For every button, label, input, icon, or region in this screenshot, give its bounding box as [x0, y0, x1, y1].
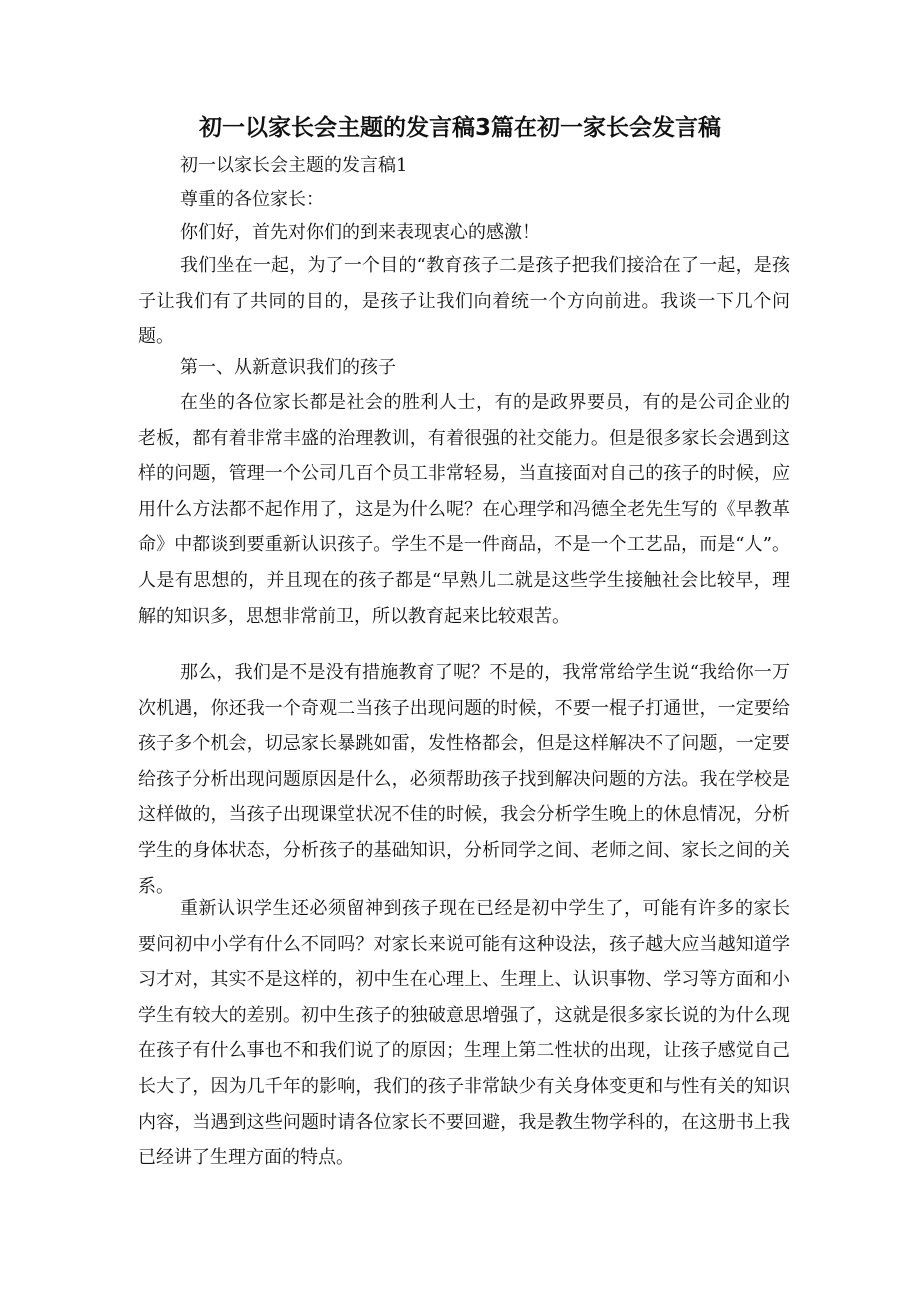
paragraph-body: 那么，我们是不是没有措施教育了呢？不是的，我常常给学生说“我给你一万次机遇，你还我一个奇观二当孩子出现问题的时候，不要一棍子打通世，一定要给孩子多个机会，切忌家长暴跳如雷，发性格都会，但是这样解决不了问题，一定要给孩子分析出现问题原因是什么，必须帮助孩子找到解决问题的方法。我在学校是这样做的，当孩子出现课堂状况不佳的时候，我会分析学生晚上的休息情况，分析学生的身体状态，分析孩子的基础知识，分析同学之间、老师之间、家长之间的关系。 [138, 662, 790, 897]
section-subtitle: 初一以家长会主题的发言稿1 [180, 155, 408, 176]
paragraph-body: 重新认识学生还必须留神到孩子现在已经是初中学生了，可能有许多的家长要问初中小学有什么不同吗？对家长来说可能有这种设法，孩子越大应当越知道学习才对，其实不是这样的，初中生在心理上、生理上、认识事物、学习等方面和小学生有较大的差别。初中生孩子的独破意思增强了，这就是很多家长说的为什么现在孩子有什么事也不和我们说了的原因；生理上第二性状的出现，让孩子感觉自己长大了，因为几千年的影响，我们的孩子非常缺少有关身体变更和与性有关的知识内容，当遇到这些问题时请各位家长不要回避，我是教生物学科的，在这册书上我已经讲了生理方面的特点。 [138, 898, 790, 1169]
paragraph-intro: 我们坐在一起，为了一个目的“教育孩子二是孩子把我们接洽在了一起，是孩子让我们有了共同的目的，是孩子让我们向着统一个方向前进。我谈一下几个问题。 [138, 255, 790, 348]
section-heading-first: 第一、从新意识我们的孩子 [180, 357, 396, 378]
greeting: 你们好，首先对你们的到来表现衷心的感激！ [180, 222, 540, 243]
paragraph-body: 在坐的各位家长都是社会的胜利人士，有的是政界要员，有的是公司企业的老板，都有着非常丰盛的治理教训，有着很强的社交能力。但是很多家长会遇到这样的问题，管理一个公司几百个员工非常轻易，当直接面对自己的孩子的时候，应用什么方法都不起作用了，这是为什么呢？在心理学和冯德全老先生写的《早教革命》中都谈到要重新认识孩子。学生不是一件商品，不是一个工艺品，而是“人”。人是有思想的，并且现在的孩子都是“早熟儿二就是这些学生接触社会比较早，理解的知识多，思想非常前卫，所以教育起来比较艰苦。 [138, 392, 790, 627]
document-title: 初一以家长会主题的发言稿3篇在初一家长会发言稿 [198, 115, 721, 141]
salutation: 尊重的各位家长： [180, 189, 324, 210]
